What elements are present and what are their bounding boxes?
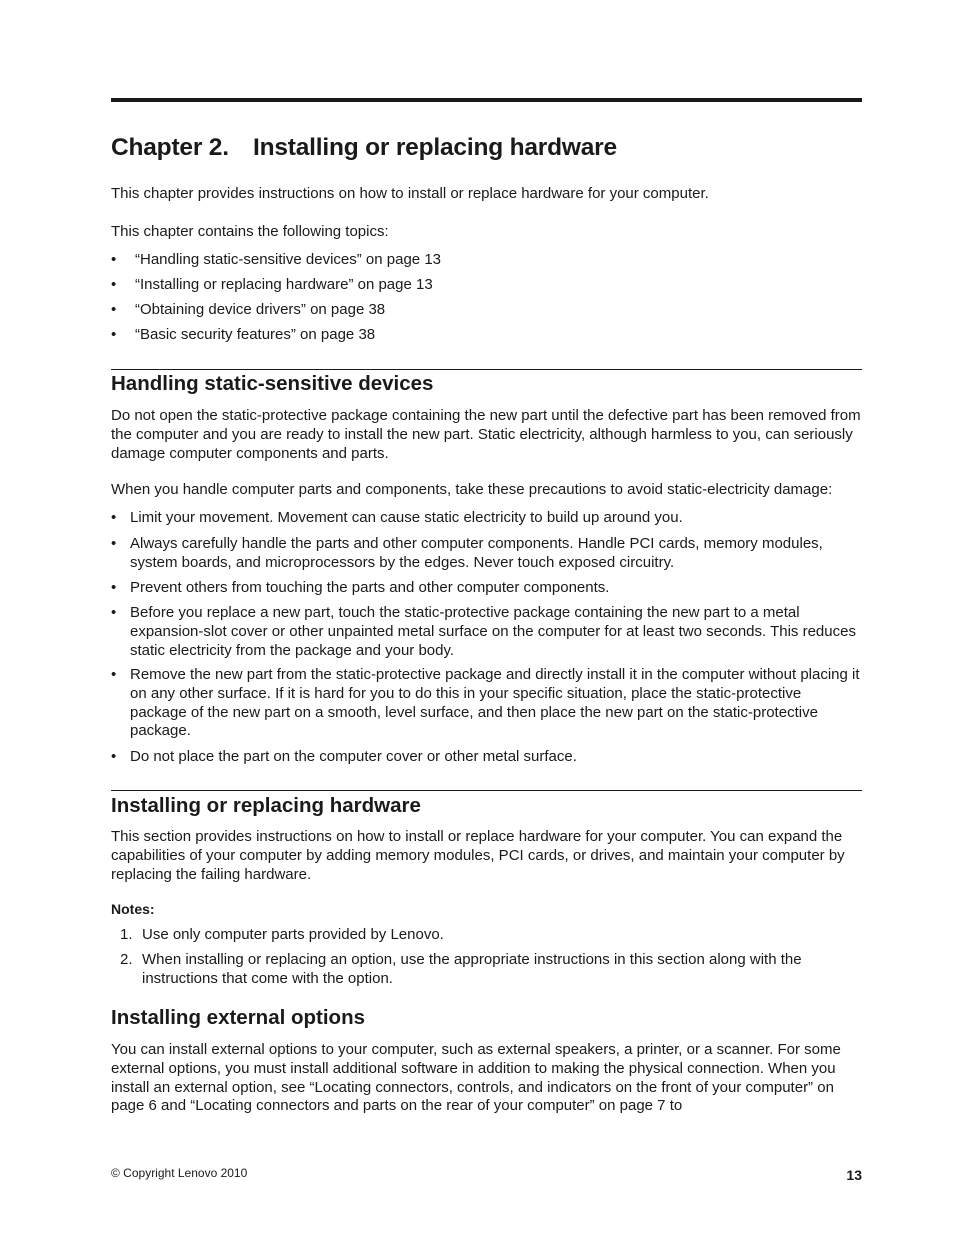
- topic-link-item[interactable]: • “Installing or replacing hardware” on page 13: [111, 276, 433, 293]
- static-paragraph-2: When you handle computer parts and components, take these precautions to avoid static-electricity damage:: [111, 481, 833, 498]
- precaution-item: • Remove the new part from the static-protective package and directly install it in the computer without placing it on any other surface. If it is hard for you to do this in your specific situation, place the static-protective package of the new part on a smooth, level surface, and then place the new part on the static-protective package.: [111, 666, 860, 740]
- topic-link-item[interactable]: • “Obtaining device drivers” on page 38: [111, 301, 386, 318]
- section-heading-install: Installing or replacing hardware: [111, 794, 421, 817]
- page-number: 13: [846, 1167, 862, 1183]
- copyright: © Copyright Lenovo 2010: [111, 1166, 248, 1180]
- topics-intro: This chapter contains the following topics:: [111, 223, 389, 240]
- topic-link-item[interactable]: • “Handling static-sensitive devices” on page 13: [111, 251, 441, 268]
- section-heading-static: Handling static-sensitive devices: [111, 372, 434, 395]
- section-rule: [111, 369, 862, 370]
- chapter-number: Chapter 2.: [111, 134, 229, 161]
- install-paragraph: This section provides instructions on how to install or replace hardware for your computer. You can expand the capabilities of your computer by adding memory modules, PCI cards, or drives, and maintain your computer by replacing the failing hardware.: [111, 828, 845, 883]
- chapter-top-rule: [111, 98, 862, 102]
- precaution-item: • Do not place the part on the computer cover or other metal surface.: [111, 748, 577, 765]
- chapter-title-text: Installing or replacing hardware: [253, 134, 617, 161]
- notes-label: Notes:: [111, 901, 155, 917]
- section-heading-external: Installing external options: [111, 1006, 366, 1029]
- precaution-item: • Before you replace a new part, touch the static-protective package containing the new part to a metal expansion-slot cover or other unpainted metal surface on the computer for at least two seconds. This reduces static electricity from the package and your body.: [111, 604, 856, 659]
- precaution-item: • Always carefully handle the parts and other computer components. Handle PCI cards, memory modules, system boards, and microprocessors by the edges. Never touch exposed circuitry.: [111, 535, 823, 571]
- topic-link-item[interactable]: • “Basic security features” on page 38: [111, 326, 376, 343]
- static-paragraph-1: Do not open the static-protective package containing the new part until the defective part has been removed from the computer and you are ready to install the new part. Static electricity, although harmless to you, can seriously damage computer components and parts.: [111, 407, 861, 462]
- precaution-item: • Prevent others from touching the parts and other computer components.: [111, 579, 610, 596]
- section-rule: [111, 790, 862, 791]
- note-item: 2. When installing or replacing an option, use the appropriate instructions in this section along with the instructions that come with the option.: [120, 951, 802, 987]
- note-item: 1. Use only computer parts provided by Lenovo.: [120, 926, 444, 943]
- chapter-title: [111, 134, 617, 162]
- external-paragraph: You can install external options to your computer, such as external speakers, a printer, or a scanner. For some external options, you must install additional software in addition to making the physical connection. When you install an external option, see “Locating connectors, controls, and indicators on the front of your computer” on page 6 and “Locating connectors and parts on the rear of your computer” on page 7 to: [111, 1041, 841, 1115]
- chapter-intro: This chapter provides instructions on how to install or replace hardware for your computer.: [111, 185, 709, 202]
- precaution-item: • Limit your movement. Movement can cause static electricity to build up around you.: [111, 509, 683, 526]
